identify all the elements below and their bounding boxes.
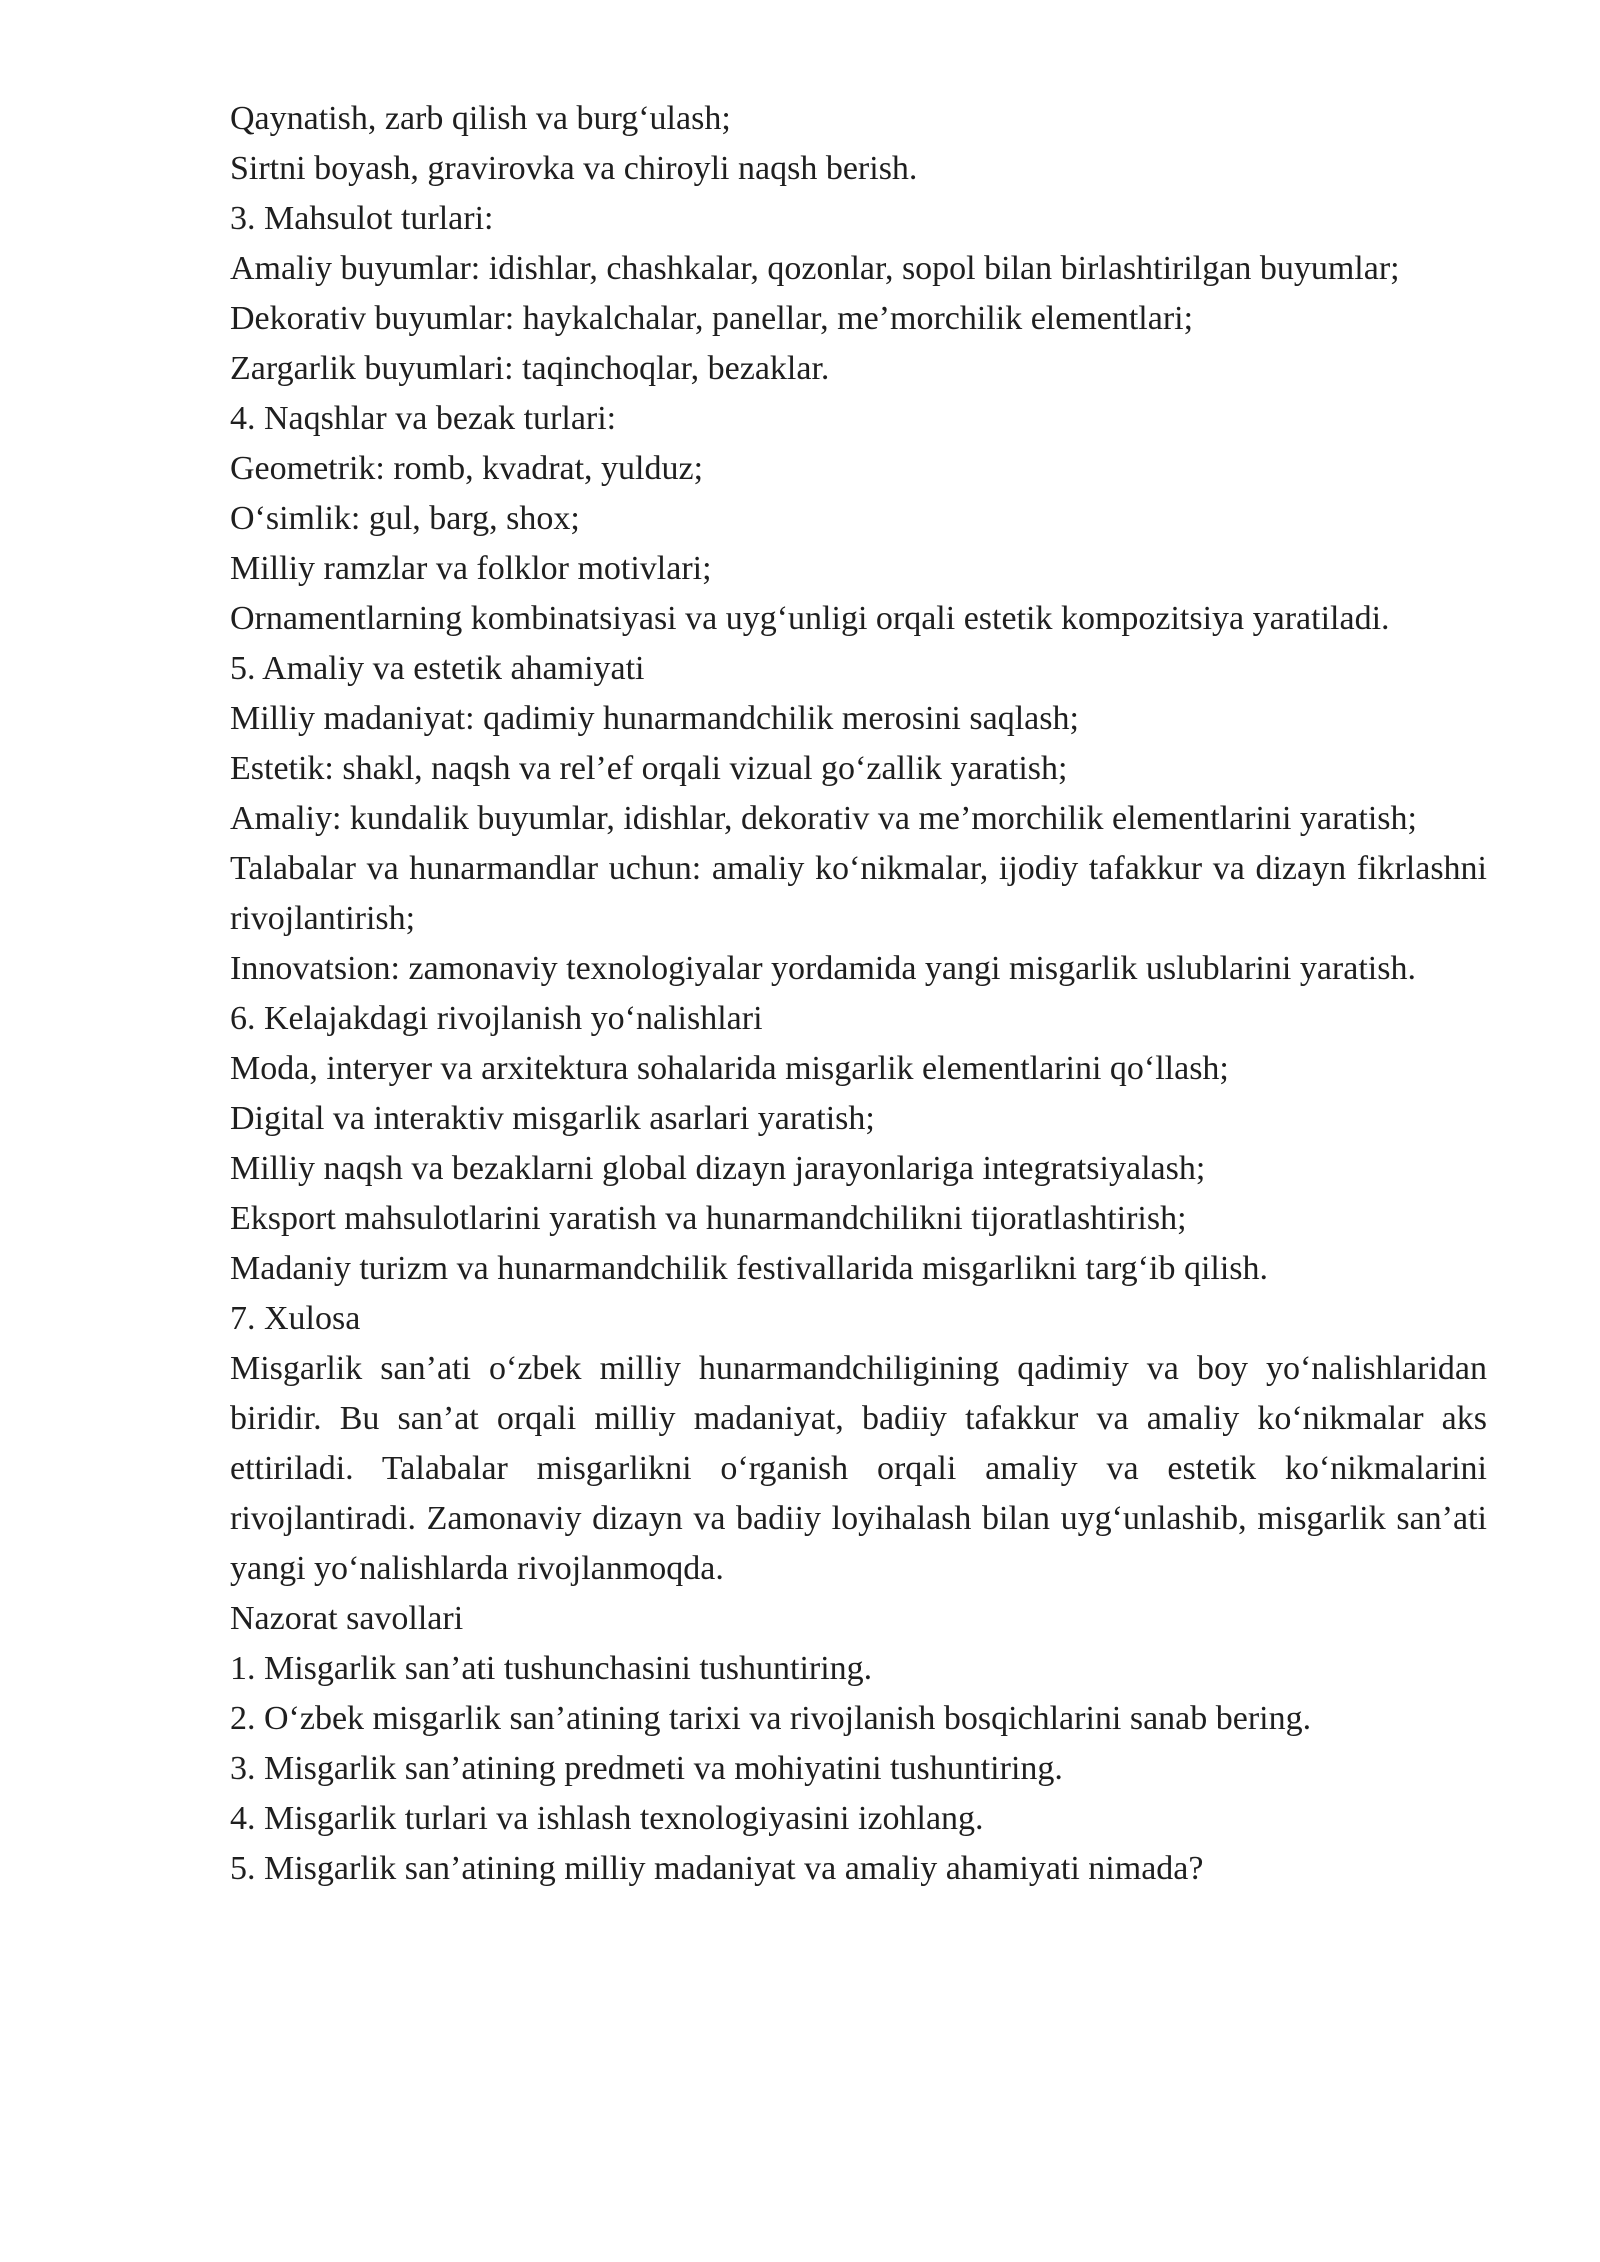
text-line: Digital va interaktiv misgarlik asarlari yaratish; [230, 1100, 875, 1137]
text-line: O‘simlik: gul, barg, shox; [230, 500, 580, 537]
text-paragraph: Talabalar va hunarmandlar uchun: amaliy ko‘nikmalar, ijodiy tafakkur va dizayn fikrlashni rivojlantirish; [230, 850, 1487, 937]
section-heading: 4. Naqshlar va bezak turlari: [230, 400, 617, 437]
text-line: Qaynatish, zarb qilish va burg‘ulash; [230, 100, 731, 137]
text-line: Geometrik: romb, kvadrat, yulduz; [230, 450, 704, 487]
section-heading: 3. Mahsulot turlari: [230, 200, 494, 237]
text-line: Milliy madaniyat: qadimiy hunarmandchilik merosini saqlash; [230, 700, 1079, 737]
text-line: Dekorativ buyumlar: haykalchalar, panellar, me’morchilik elementlari; [230, 300, 1194, 337]
text-line: Madaniy turizm va hunarmandchilik festivallarida misgarlikni targ‘ib qilish. [230, 1250, 1269, 1287]
text-paragraph: Innovatsion: zamonaviy texnologiyalar yordamida yangi misgarlik uslublarini yaratish. [230, 950, 1416, 987]
text-paragraph: Amaliy: kundalik buyumlar, idishlar, dekorativ va me’morchilik elementlarini yaratish; [230, 800, 1417, 837]
section-heading: 7. Xulosa [230, 1300, 361, 1337]
text-line: Estetik: shakl, naqsh va rel’ef orqali vizual go‘zallik yaratish; [230, 750, 1068, 787]
document-body [230, 94, 1487, 1894]
section-heading: 5. Amaliy va estetik ahamiyati [230, 650, 645, 687]
section-heading: 6. Kelajakdagi rivojlanish yo‘nalishlari [230, 1000, 763, 1037]
text-line: Milliy naqsh va bezaklarni global dizayn jarayonlariga integratsiyalash; [230, 1150, 1206, 1187]
text-line: Zargarlik buyumlari: taqinchoqlar, bezaklar. [230, 350, 830, 387]
question-item: 4. Misgarlik turlari va ishlash texnologiyasini izohlang. [230, 1800, 984, 1837]
text-line: Milliy ramzlar va folklor motivlari; [230, 550, 712, 587]
text-line: Eksport mahsulotlarini yaratish va hunarmandchilikni tijoratlashtirish; [230, 1200, 1187, 1237]
text-line: Moda, interyer va arxitektura sohalarida misgarlik elementlarini qo‘llash; [230, 1050, 1229, 1087]
conclusion-paragraph: Misgarlik san’ati o‘zbek milliy hunarmandchiligining qadimiy va boy yo‘nalishlaridan biridir. Bu san’at orqali milliy madaniyat, badiiy tafakkur va amaliy ko‘nikmalar aks ettiriladi. Talabalar misgarlikni o‘rganish orqali amaliy va estetik ko‘nikmalarini rivojlantiradi. Zamonaviy dizayn va badiiy loyihalash bilan uyg‘unlashib, misgarlik san’ati yangi yo‘nalishlarda rivojlanmoqda. [230, 1350, 1487, 1587]
text-paragraph: Amaliy buyumlar: idishlar, chashkalar, qozonlar, sopol bilan birlashtirilgan buyumlar; [230, 250, 1400, 287]
question-item: 2. O‘zbek misgarlik san’atining tarixi va rivojlanish bosqichlarini sanab bering. [230, 1700, 1312, 1737]
text-line: Sirtni boyash, gravirovka va chiroyli naqsh berish. [230, 150, 918, 187]
question-item: 5. Misgarlik san’atining milliy madaniyat va amaliy ahamiyati nimada? [230, 1850, 1204, 1887]
text-paragraph: Ornamentlarning kombinatsiyasi va uyg‘unligi orqali estetik kompozitsiya yaratiladi. [230, 600, 1390, 637]
section-heading: Nazorat savollari [230, 1600, 464, 1637]
question-item: 1. Misgarlik san’ati tushunchasini tushuntiring. [230, 1650, 873, 1687]
question-item: 3. Misgarlik san’atining predmeti va mohiyatini tushuntiring. [230, 1750, 1063, 1787]
